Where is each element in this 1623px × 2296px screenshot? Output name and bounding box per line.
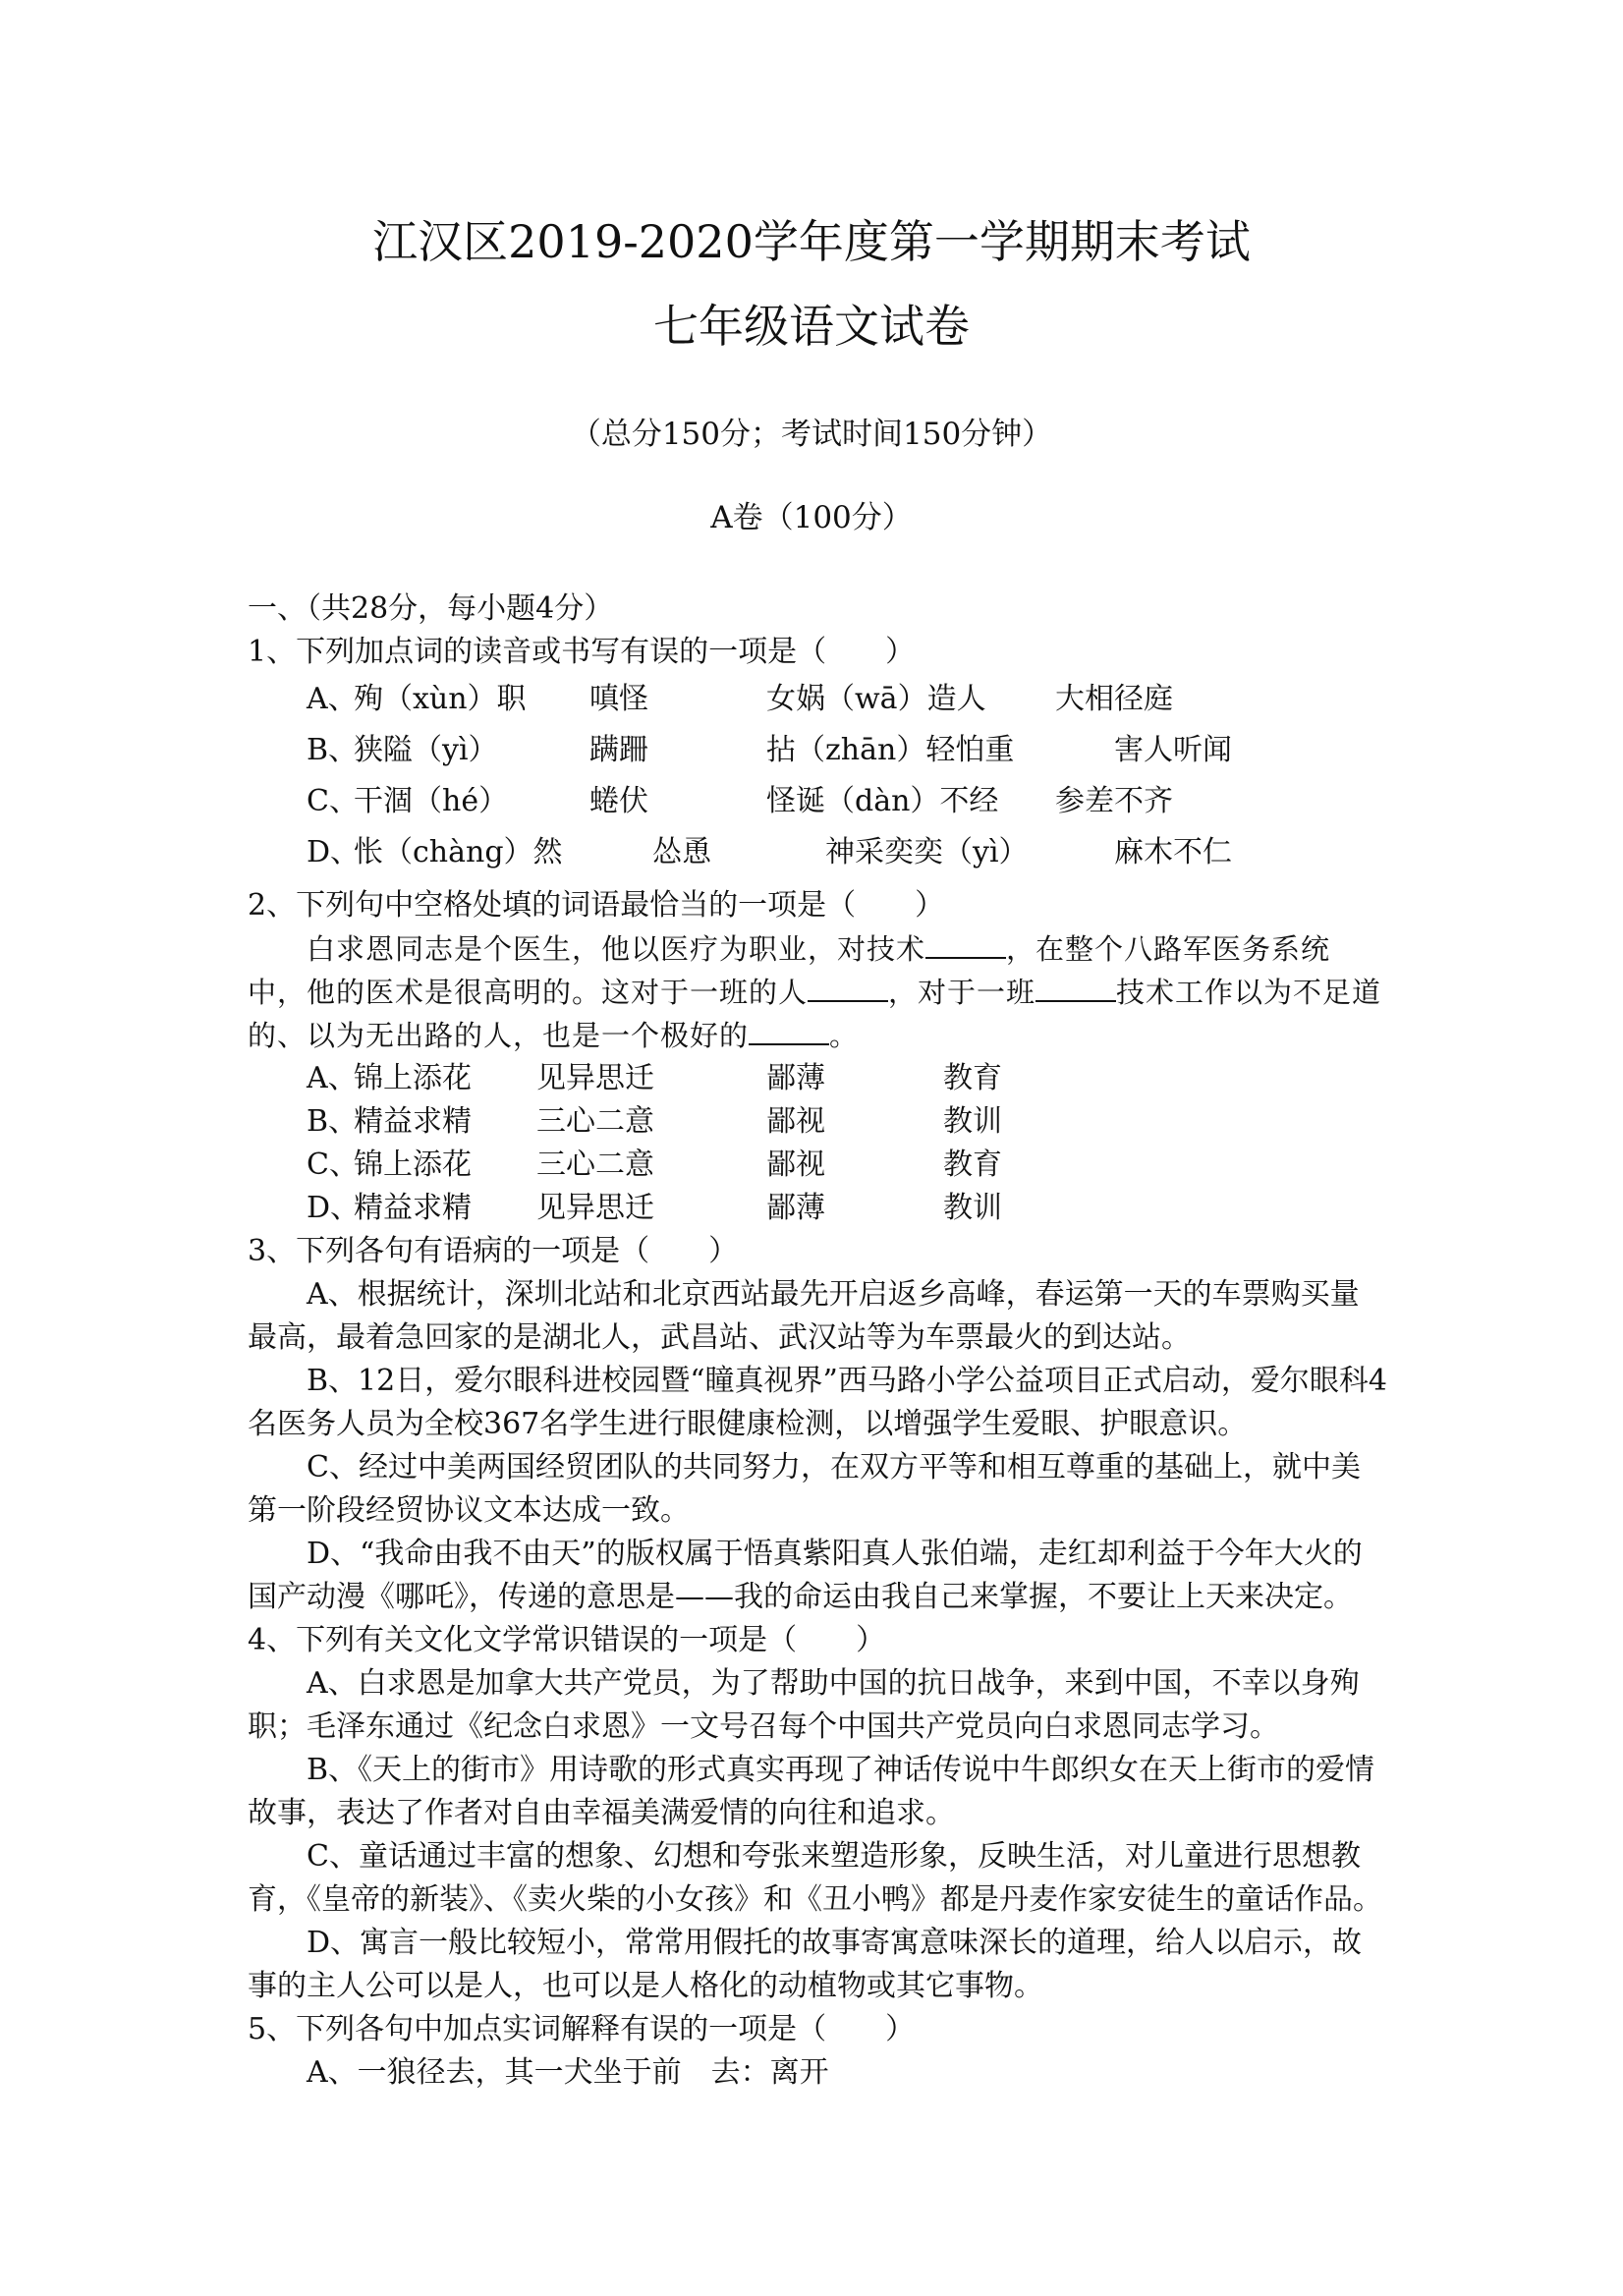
option-item: 参差不齐 — [1055, 784, 1173, 818]
question-2-stem: 2、下列句中空格处填的词语最恰当的一项是（ ） — [248, 888, 945, 923]
question-3-option-a: A、根据统计，深圳北站和北京西站最先开启返乡高峰，春运第一天的车票购买量最高，最着急回家的是湖北人，武昌站、武汉站等为车票最火的到达站。 — [248, 1277, 1360, 1355]
question-3-option-d: D、“我命由我不由天”的版权属于悟真紫阳真人张伯端，走红却利益于今年大火的国产动漫《哪吒》，传递的意思是——我的命运由我自己来掌握，不要让上天来决定。 — [248, 1537, 1363, 1614]
option-item: 见异思迁 — [536, 1191, 654, 1225]
option-item: 大相径庭 — [1055, 682, 1173, 716]
option-item: 狭隘（yì） — [354, 733, 498, 767]
section-heading: A卷（100分） — [710, 500, 913, 535]
passage-text: 。 — [829, 1019, 860, 1052]
score-info: （总分150分；考试时间150分钟） — [570, 417, 1053, 452]
question-2-option-b — [248, 1100, 1387, 1144]
option-item: 怪诞（dàn）不经 — [766, 784, 999, 818]
option-label: D、 — [307, 1191, 361, 1225]
option-item: 干涸（hé） — [354, 784, 509, 818]
option-item: 鄙薄 — [766, 1191, 825, 1225]
question-3-option-b: B、12日，爱尔眼科进校园暨“瞳真视界”西马路小学公益项目正式启动，爱尔眼科4名医务人员为全校367名学生进行眼健康检测，以增强学生爱眼、护眼意识。 — [248, 1364, 1387, 1441]
exam-body — [248, 588, 1387, 2095]
option-item: 嗔怪 — [589, 682, 648, 716]
passage-text: ，在整个八路军医务系统中，他的医术是很高明的。这对于一班的人 — [248, 932, 1331, 1009]
option-item: 蜷伏 — [589, 784, 648, 818]
option-label: A、 — [307, 1061, 358, 1095]
option-item: 三心二意 — [536, 1104, 654, 1139]
question-3-option-c: C、经过中美两国经贸团队的共同努力，在双方平等和相互尊重的基础上，就中美第一阶段经贸协议文本达成一致。 — [248, 1450, 1361, 1528]
option-item: 精益求精 — [354, 1104, 472, 1139]
passage-text: ，对于一班 — [888, 976, 1036, 1009]
option-label: A、 — [307, 682, 358, 716]
option-item: 害人听闻 — [1114, 733, 1232, 767]
option-item: 怅（chàng）然 — [354, 835, 563, 869]
option-item: 拈（zhān）轻怕重 — [766, 733, 1015, 767]
option-item: 教训 — [943, 1191, 1002, 1225]
question-1-option-a — [248, 674, 1387, 725]
question-2-option-c — [248, 1144, 1387, 1187]
option-text: 殉（xùn）职 — [354, 682, 527, 716]
answer-blank — [925, 931, 1006, 959]
question-1-option-c — [248, 776, 1387, 827]
passage-text: 技术工作以为不足道的、以为无出路的人，也是一个极好的 — [248, 976, 1382, 1052]
question-3-stem: 3、下列各句有语病的一项是（ ） — [248, 1234, 739, 1268]
question-2-option-d — [248, 1187, 1387, 1230]
question-1-option-d — [248, 827, 1387, 878]
option-item: 锦上添花 — [354, 1148, 472, 1182]
option-item: 锦上添花 — [354, 1061, 472, 1095]
option-item: 神采奕奕（yì） — [825, 835, 1029, 869]
option-item: 蹒跚 — [589, 733, 648, 767]
option-label: C、 — [307, 784, 359, 818]
question-1-option-b — [248, 725, 1387, 776]
option-item: 见异思迁 — [536, 1061, 654, 1095]
exam-title: 江汉区2019-2020学年度第一学期期末考试 — [372, 215, 1251, 268]
option-item: 教训 — [943, 1104, 1002, 1139]
question-4-option-a: A、白求恩是加拿大共产党员，为了帮助中国的抗日战争，来到中国，不幸以身殉职；毛泽东通过《纪念白求恩》一文号召每个中国共产党员向白求恩同志学习。 — [248, 1666, 1360, 1744]
option-item: 鄙视 — [766, 1148, 825, 1182]
option-item: 教育 — [943, 1061, 1002, 1095]
answer-blank — [749, 1018, 829, 1045]
question-2-option-a — [248, 1057, 1387, 1100]
question-4-option-c: C、童话通过丰富的想象、幻想和夸张来塑造形象，反映生活，对儿童进行思想教育，《皇帝的新装》、《卖火柴的小女孩》和《丑小鸭》都是丹麦作家安徒生的童话作品。 — [248, 1839, 1382, 1917]
question-2-passage — [248, 927, 1387, 1057]
option-item: 女娲（wā）造人 — [766, 682, 986, 716]
option-item: 精益求精 — [354, 1191, 472, 1225]
option-item: 怂恿 — [652, 835, 711, 869]
option-label: D、 — [307, 835, 361, 869]
option-item: 教育 — [943, 1148, 1002, 1182]
option-item: 鄙薄 — [766, 1061, 825, 1095]
option-item: 麻木不仁 — [1114, 835, 1232, 869]
answer-blank — [808, 975, 888, 1002]
option-item: 鄙视 — [766, 1104, 825, 1139]
option-item: 三心二意 — [536, 1148, 654, 1182]
answer-blank — [1035, 975, 1116, 1002]
question-5-option-a: A、一狼径去，其一犬坐于前 去：离开 — [307, 2055, 829, 2090]
option-label: C、 — [307, 1148, 359, 1182]
question-4-stem: 4、下列有关文化文学常识错误的一项是（ ） — [248, 1623, 886, 1657]
passage-text: 白求恩同志是个医生，他以医疗为职业，对技术 — [307, 932, 926, 966]
question-1-stem: 1、下列加点词的读音或书写有误的一项是（ ） — [248, 635, 916, 669]
option-item — [354, 674, 527, 725]
part-heading: 一、（共28分，每小题4分） — [248, 591, 614, 626]
option-label: B、 — [307, 733, 359, 767]
question-4-option-b: B、《天上的街市》用诗歌的形式真实再现了神话传说中牛郎织女在天上街市的爱情故事，表达了作者对自由幸福美满爱情的向往和追求。 — [248, 1753, 1375, 1830]
option-label: B、 — [307, 1104, 359, 1139]
question-4-option-d: D、寓言一般比较短小，常常用假托的故事寄寓意味深长的道理，给人以启示，故事的主人公可以是人，也可以是人格化的动植物或其它事物。 — [248, 1926, 1363, 2003]
exam-subtitle: 七年级语文试卷 — [653, 300, 970, 353]
question-5-stem: 5、下列各句中加点实词解释有误的一项是（ ） — [248, 2012, 916, 2046]
